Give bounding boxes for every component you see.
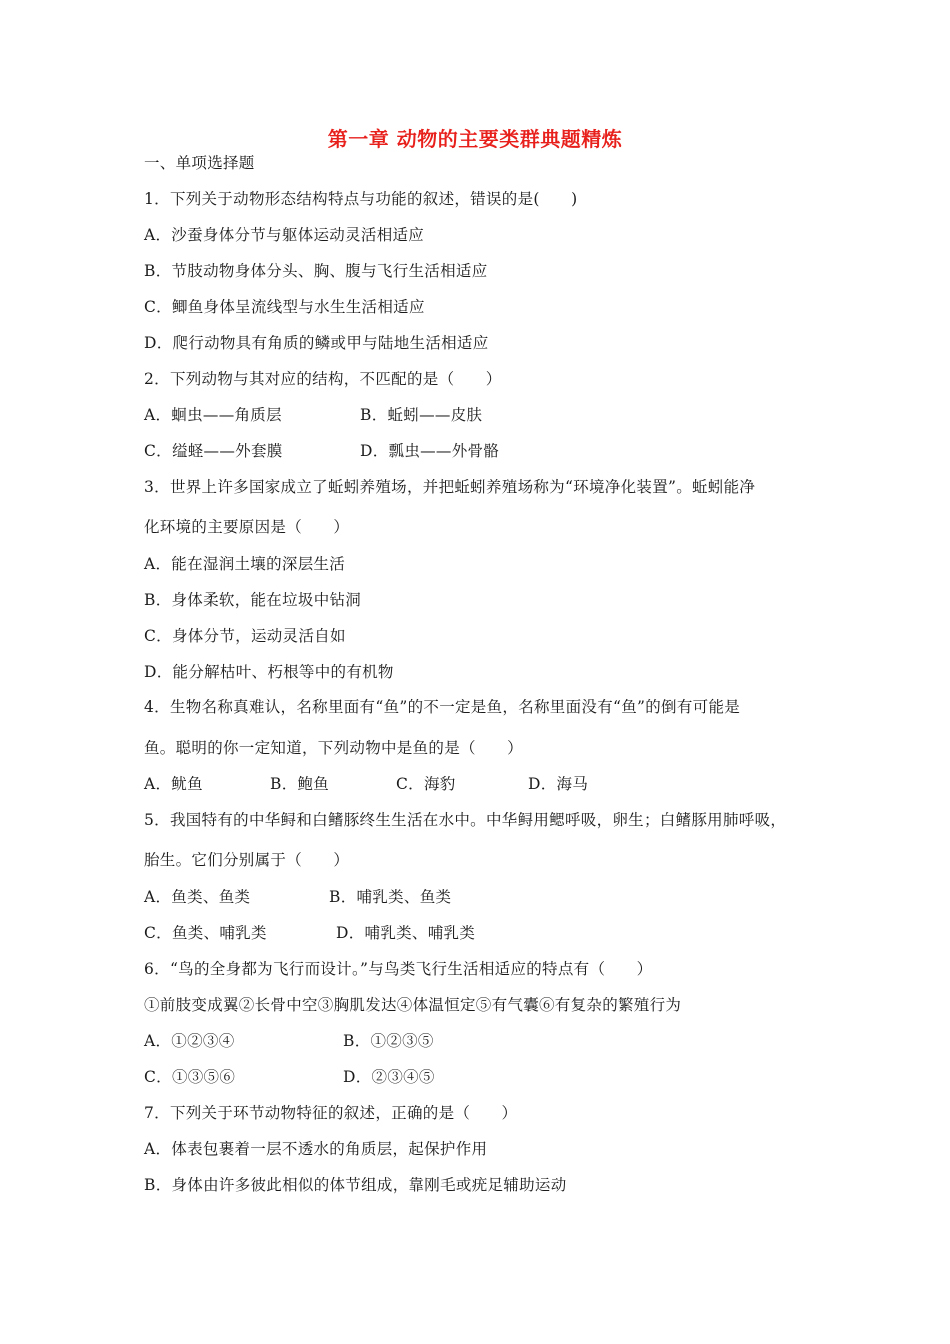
q7-option-a: A．体表包裹着一层不透水的角质层，起保护作用 [144,1140,488,1158]
section-heading: 一、单项选择题 [144,154,255,172]
q2-option-b: B．蚯蚓——皮肤 [360,406,483,424]
q1-stem: 1．下列关于动物形态结构特点与功能的叙述，错误的是( ) [144,190,578,208]
q4-stem-line1: 4．生物名称真难认，名称里面有“鱼”的不一定是鱼，名称里面没有“鱼”的倒有可能是 [144,698,741,716]
q7-option-b: B．身体由许多彼此相似的体节组成，靠刚毛或疣足辅助运动 [144,1176,567,1194]
q1-option-c: C．鲫鱼身体呈流线型与水生生活相适应 [144,298,425,316]
q5-option-a: A．鱼类、鱼类 [144,888,251,906]
q4-option-a: A．鱿鱼 [144,775,203,793]
q7-stem: 7．下列关于环节动物特征的叙述，正确的是（ ） [144,1104,518,1122]
q2-option-a: A．蛔虫——角质层 [144,406,282,424]
q6-stem: 6．“鸟的全身都为飞行而设计。”与鸟类飞行生活相适应的特点有（ ） [144,960,653,978]
q5-option-c: C．鱼类、哺乳类 [144,924,267,942]
q3-option-d: D．能分解枯叶、朽根等中的有机物 [144,663,394,681]
q3-stem-line2: 化环境的主要原因是（ ） [144,518,350,536]
q3-option-c: C．身体分节，运动灵活自如 [144,627,346,645]
q6-items: ①前肢变成翼②长骨中空③胸肌发达④体温恒定⑤有气囊⑥有复杂的繁殖行为 [144,996,682,1014]
q6-option-b: B．①②③⑤ [343,1032,434,1050]
q6-option-a: A．①②③④ [144,1032,235,1050]
q1-option-b: B．节肢动物身体分头、胸、腹与飞行生活相适应 [144,262,488,280]
page-title: 第一章 动物的主要类群典题精炼 [327,127,623,151]
q4-option-d: D．海马 [528,775,589,793]
q4-stem-line2: 鱼。聪明的你一定知道，下列动物中是鱼的是（ ） [144,739,523,757]
q5-option-b: B．哺乳类、鱼类 [329,888,452,906]
q4-option-b: B．鲍鱼 [270,775,330,793]
q3-stem-line1: 3．世界上许多国家成立了蚯蚓养殖场，并把蚯蚓养殖场称为“环境净化装置”。蚯蚓能净 [144,478,756,496]
q3-option-a: A．能在湿润土壤的深层生活 [144,555,346,573]
q2-stem: 2．下列动物与其对应的结构，不匹配的是（ ） [144,370,502,388]
q1-option-a: A．沙蚕身体分节与躯体运动灵活相适应 [144,226,425,244]
q2-option-d: D．瓢虫——外骨骼 [360,442,500,460]
q6-option-c: C．①③⑤⑥ [144,1068,236,1086]
q1-option-d: D．爬行动物具有角质的鳞或甲与陆地生活相适应 [144,334,489,352]
q5-stem-line2: 胎生。它们分别属于（ ） [144,851,350,869]
q2-option-c: C．缢蛏——外套膜 [144,442,283,460]
q4-option-c: C．海豹 [396,775,456,793]
q5-option-d: D．哺乳类、哺乳类 [336,924,476,942]
q6-option-d: D．②③④⑤ [343,1068,435,1086]
q5-stem-line1: 5．我国特有的中华鲟和白鳍豚终生生活在水中。中华鲟用鳃呼吸，卵生；白鳍豚用肺呼吸， [144,811,787,829]
q3-option-b: B．身体柔软，能在垃圾中钻洞 [144,591,362,609]
